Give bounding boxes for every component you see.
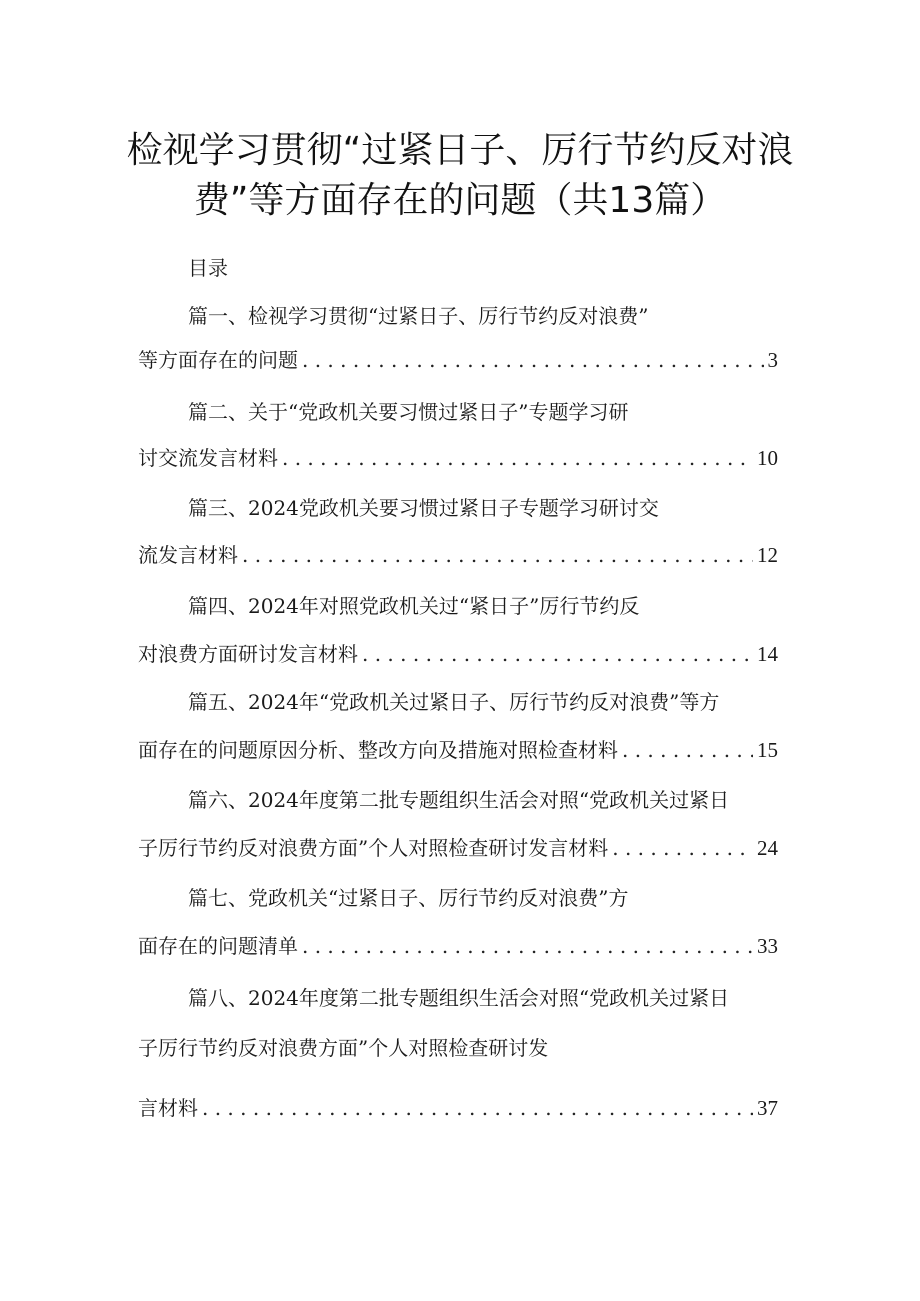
toc-heading: 目录 xyxy=(188,256,228,280)
toc-entry-2-first-line[interactable]: 篇二、关于“党政机关要习惯过紧日子”专题学习研 xyxy=(188,400,629,424)
toc-entry-5-last-line: 面存在的问题原因分析、整改方向及措施对照检查材料 xyxy=(138,738,618,762)
toc-entry-6-last-line: 子厉行节约反对浪费方面”个人对照检查研讨发言材料 xyxy=(138,836,609,860)
toc-entry-8-page: 37 xyxy=(757,1096,778,1120)
toc-entry-3-first-line[interactable]: 篇三、2024党政机关要习惯过紧日子专题学习研讨交 xyxy=(188,496,659,520)
dot-leader xyxy=(302,346,764,374)
dot-leader xyxy=(202,1094,753,1122)
toc-entry-4-leader-line[interactable] xyxy=(138,640,778,668)
toc-entry-8-last-line: 言材料 xyxy=(138,1096,198,1120)
toc-entry-4-page: 14 xyxy=(757,642,778,666)
toc-entry-1-page: 3 xyxy=(767,348,778,372)
toc-entry-3-leader-line[interactable] xyxy=(138,541,778,569)
title-line-1: 检视学习贯彻“过紧日子、厉行节约反对浪 xyxy=(126,130,794,171)
toc-entry-7-page: 33 xyxy=(757,934,778,958)
toc-entry-8-first-line[interactable]: 篇八、2024年度第二批专题组织生活会对照“党政机关过紧日 xyxy=(188,986,730,1010)
toc-entry-7-first-line[interactable]: 篇七、党政机关“过紧日子、厉行节约反对浪费”方 xyxy=(188,886,629,910)
toc-entry-1-leader-line[interactable] xyxy=(138,346,778,374)
toc-entry-2-page: 10 xyxy=(757,446,778,470)
toc-entry-7-leader-line[interactable] xyxy=(138,932,778,960)
toc-entry-6-first-line[interactable]: 篇六、2024年度第二批专题组织生活会对照“党政机关过紧日 xyxy=(188,788,730,812)
toc-entry-3-page: 12 xyxy=(757,543,778,567)
toc-entry-5-leader-line[interactable] xyxy=(138,736,778,764)
title-line-2: 费”等方面存在的问题（共13篇） xyxy=(193,180,727,221)
dot-leader xyxy=(242,541,753,569)
toc-entry-8-middle-line[interactable]: 子厉行节约反对浪费方面”个人对照检查研讨发 xyxy=(138,1036,549,1060)
dot-leader xyxy=(302,932,753,960)
toc-entry-2-leader-line[interactable] xyxy=(138,444,778,472)
toc-entry-7-last-line: 面存在的问题清单 xyxy=(138,934,298,958)
toc-entry-1-last-line: 等方面存在的问题 xyxy=(138,348,298,372)
toc-entry-6-page: 24 xyxy=(757,836,778,860)
document-title xyxy=(100,126,820,226)
dot-leader xyxy=(282,444,753,472)
dot-leader xyxy=(622,736,753,764)
toc-entry-8-leader-line[interactable] xyxy=(138,1094,778,1122)
toc-entry-6-leader-line[interactable] xyxy=(138,834,778,862)
toc-entry-5-first-line[interactable]: 篇五、2024年“党政机关过紧日子、厉行节约反对浪费”等方 xyxy=(188,690,720,714)
toc-entry-5-page: 15 xyxy=(757,738,778,762)
dot-leader xyxy=(362,640,753,668)
toc-entry-2-last-line: 讨交流发言材料 xyxy=(138,446,278,470)
toc-entry-3-last-line: 流发言材料 xyxy=(138,543,238,567)
toc-entry-4-last-line: 对浪费方面研讨发言材料 xyxy=(138,642,358,666)
dot-leader xyxy=(612,834,753,862)
toc-entry-4-first-line[interactable]: 篇四、2024年对照党政机关过“紧日子”厉行节约反 xyxy=(188,594,640,618)
toc-entry-1-first-line[interactable]: 篇一、检视学习贯彻“过紧日子、厉行节约反对浪费” xyxy=(188,304,649,328)
